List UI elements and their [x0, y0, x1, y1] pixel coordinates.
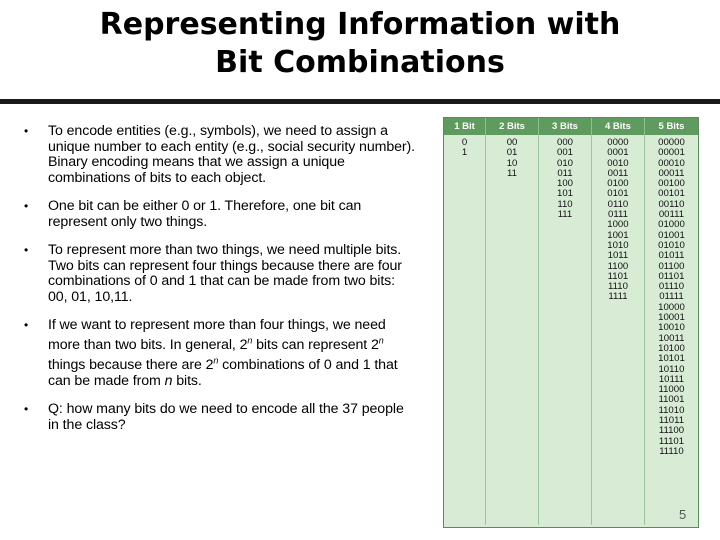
bit-combination: 11	[507, 167, 518, 179]
column-header: 3 Bits	[539, 118, 592, 135]
bullet-text-part: combinations of 0 and 1 that can be made from	[48, 357, 398, 389]
bit-combination: 101	[556, 188, 573, 200]
bullet-text-part: bits.	[172, 372, 202, 389]
bit-combination: 11000	[658, 384, 685, 396]
bit-combination: 000	[556, 137, 573, 148]
bit-combinations-table	[443, 117, 699, 528]
bit-combination: 0100	[607, 178, 629, 190]
bullet-text: To represent more than two things, we need multiple bits. Two bits can represent four things because there are four combinations of 0 and 1 that can be made from two bits: 00, 01, 10,11.	[48, 242, 402, 305]
bullet-text: One bit can be either 0 or 1. Therefore, one bit can represent only two things.	[48, 198, 362, 230]
bit-combination: 011	[557, 167, 573, 179]
bit-combination: 111	[557, 209, 573, 221]
bit-combination: 00100	[658, 178, 685, 190]
bit-combination: 11100	[658, 425, 685, 437]
bit-combination: 11001	[658, 394, 685, 406]
bit-combination: 0	[461, 137, 468, 148]
bit-combination: 010	[556, 157, 573, 169]
bit-combination: 0111	[607, 209, 628, 221]
bit-combination: 01001	[658, 229, 685, 241]
bit-combination: 01011	[658, 250, 685, 262]
title-line-1: Representing Information with	[99, 7, 621, 42]
bit-combination: 01010	[658, 239, 685, 251]
bit-combination: 1	[461, 147, 468, 159]
page-number: 5	[679, 507, 687, 522]
bit-combination: 10001	[658, 312, 685, 324]
column-cell	[444, 135, 486, 525]
bullet-text	[48, 317, 398, 389]
bit-combination: 00110	[658, 198, 685, 210]
bit-combination: 10011	[658, 332, 685, 344]
bit-combination: 0001	[607, 147, 629, 159]
bullet-item	[18, 124, 418, 186]
bullet-text-part: If we want to represent more than four things, we need more than two bits. In general, 2	[48, 317, 386, 354]
bullet-text-part: bits can represent 2	[252, 337, 379, 354]
bit-combination: 00010	[658, 157, 685, 169]
title-line-2: Bit Combinations	[215, 45, 505, 80]
bit-combination: 10010	[658, 322, 685, 334]
bullet-list	[18, 124, 418, 446]
column-header: 1 Bit	[444, 118, 486, 135]
bit-combination: 11101	[658, 435, 685, 447]
column-cell	[539, 135, 592, 525]
bit-combination: 00101	[658, 188, 685, 200]
bit-combination: 0110	[607, 198, 629, 210]
column-header: 5 Bits	[644, 118, 698, 135]
bullet-text-part: things because there are 2	[48, 357, 214, 374]
bullet-item	[18, 243, 418, 305]
bit-combination: 100	[556, 178, 573, 190]
bit-combination: 00000	[658, 137, 685, 148]
bullet-text: Q: how many bits do we need to encode all the 37 people in the class?	[48, 401, 404, 433]
variable-n: n	[164, 372, 173, 389]
bit-combination: 0011	[607, 167, 629, 179]
bit-combination: 01100	[658, 260, 685, 272]
bit-combination: 11011	[658, 415, 685, 427]
bit-combination: 01110	[658, 281, 685, 293]
bit-combination: 110	[557, 198, 573, 210]
column-cell	[644, 135, 698, 525]
column-cell	[591, 135, 644, 525]
bullet-marker: •	[24, 318, 29, 332]
bullet-text: To encode entities (e.g., symbols), we need to assign a unique number to each entity (e.g., social security number). Binary encoding means that we assign a unique combinations of bits to each object.	[48, 123, 416, 186]
bit-combination: 1100	[607, 260, 629, 272]
bullet-marker: •	[24, 243, 29, 257]
superscript-n: n	[247, 335, 253, 346]
column-header: 4 Bits	[591, 118, 644, 135]
bullet-item	[18, 318, 418, 389]
bit-combination: 00001	[658, 147, 685, 159]
bit-combination: 00111	[658, 209, 685, 221]
bit-combination: 01	[506, 147, 518, 159]
bit-combination: 00011	[658, 167, 685, 179]
slide-title	[0, 6, 720, 82]
bit-combination: 10	[506, 157, 518, 169]
superscript-n: n	[213, 355, 219, 366]
bit-combination: 1000	[607, 219, 629, 231]
column-header: 2 Bits	[486, 118, 539, 135]
bit-combination: 10111	[658, 373, 685, 385]
bit-combination: 10100	[658, 342, 685, 354]
table-row	[444, 135, 698, 525]
bit-combination: 10101	[658, 353, 685, 365]
bit-combination: 11110	[659, 445, 684, 457]
bit-combination: 0010	[607, 157, 629, 169]
bit-combination: 1010	[607, 239, 629, 251]
bit-combination: 01111	[659, 291, 684, 303]
bit-combination: 1101	[607, 270, 629, 282]
bit-combination: 0101	[607, 188, 629, 200]
superscript-n: n	[378, 335, 384, 346]
bullet-item	[18, 402, 418, 433]
bit-combination: 1111	[608, 291, 628, 303]
bit-combination: 001	[556, 147, 573, 159]
bit-combination: 0000	[607, 137, 629, 148]
bullet-item	[18, 199, 418, 230]
table-header-row	[444, 118, 698, 135]
bit-combination: 10000	[658, 301, 685, 313]
bullet-marker: •	[24, 199, 29, 213]
bit-combination: 1110	[607, 281, 628, 293]
bits-table	[444, 118, 698, 525]
bit-combination: 00	[506, 137, 518, 148]
bit-combination: 1011	[607, 250, 629, 262]
bit-combination: 10110	[658, 363, 685, 375]
column-cell	[486, 135, 539, 525]
bit-combination: 01000	[658, 219, 685, 231]
bit-combination: 1001	[607, 229, 629, 241]
bit-combination: 01101	[658, 270, 685, 282]
bullet-marker: •	[24, 402, 29, 417]
bit-combination: 11010	[658, 404, 685, 416]
title-divider	[0, 99, 720, 104]
bullet-marker: •	[24, 124, 29, 138]
